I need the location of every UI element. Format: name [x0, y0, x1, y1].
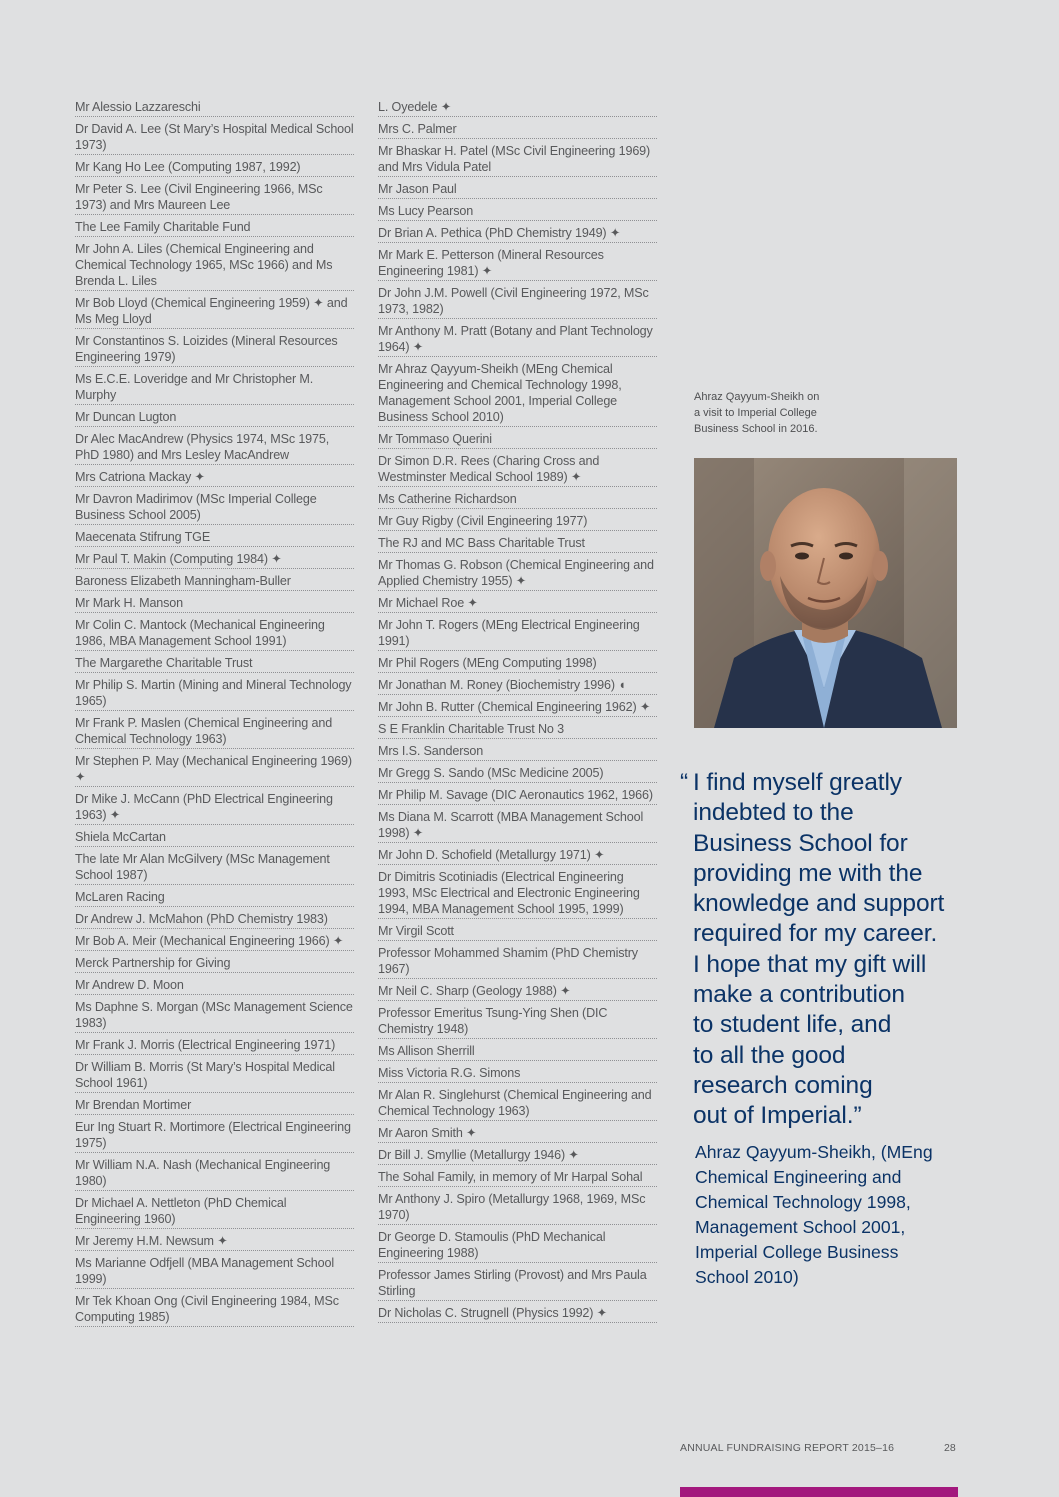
- donor-entry: The Lee Family Charitable Fund: [75, 219, 354, 237]
- donor-entry: Dr Alec MacAndrew (Physics 1974, MSc 1975, PhD 1980) and Mrs Lesley MacAndrew: [75, 431, 354, 465]
- quote-line: to all the good: [693, 1041, 846, 1069]
- donor-entry: Dr Brian A. Pethica (PhD Chemistry 1949) ✦: [378, 225, 657, 243]
- donor-entry: Mr Frank P. Maslen (Chemical Engineering and Chemical Technology 1963): [75, 715, 354, 749]
- donor-entry: Mr Guy Rigby (Civil Engineering 1977): [378, 513, 657, 531]
- donor-entry: Mr John B. Rutter (Chemical Engineering 1962) ✦: [378, 699, 657, 717]
- donor-entry: Ms E.C.E. Loveridge and Mr Christopher M. Murphy: [75, 371, 354, 405]
- donor-entry: Mr Kang Ho Lee (Computing 1987, 1992): [75, 159, 354, 177]
- donor-entry: Baroness Elizabeth Manningham-Buller: [75, 573, 354, 591]
- attribution-line: Chemical Engineering and: [695, 1167, 902, 1187]
- donor-entry: Mr Anthony J. Spiro (Metallurgy 1968, 1969, MSc 1970): [378, 1191, 657, 1225]
- donor-entry: Mr Paul T. Makin (Computing 1984) ✦: [75, 551, 354, 569]
- donor-entry: Mr Ahraz Qayyum-Sheikh (MEng Chemical Engineering and Chemical Technology 1998, Management School 2001, Imperial College Business School 2010): [378, 361, 657, 427]
- donor-entry: Merck Partnership for Giving: [75, 955, 354, 973]
- donor-entry: Mr Duncan Lugton: [75, 409, 354, 427]
- quote-line: required for my career.: [693, 920, 938, 948]
- donor-entry: Mrs Catriona Mackay ✦: [75, 469, 354, 487]
- pull-quote: [680, 768, 970, 1132]
- donor-entry: Mr Aaron Smith ✦: [378, 1125, 657, 1143]
- donor-entry: Mr Virgil Scott: [378, 923, 657, 941]
- donor-entry: Dr Andrew J. McMahon (PhD Chemistry 1983): [75, 911, 354, 929]
- attribution-line: Management School 2001,: [695, 1217, 906, 1237]
- donor-entry: Mr Alan R. Singlehurst (Chemical Engineering and Chemical Technology 1963): [378, 1087, 657, 1121]
- donor-entry: Mr Gregg S. Sando (MSc Medicine 2005): [378, 765, 657, 783]
- donor-entry: Dr Nicholas C. Strugnell (Physics 1992) ✦: [378, 1305, 657, 1323]
- donor-entry: Professor Emeritus Tsung-Ying Shen (DIC Chemistry 1948): [378, 1005, 657, 1039]
- donor-entry: Mr Bob A. Meir (Mechanical Engineering 1966) ✦: [75, 933, 354, 951]
- quote-line: Business School for: [693, 829, 908, 857]
- donor-entry: Ms Diana M. Scarrott (MBA Management School 1998) ✦: [378, 809, 657, 843]
- donor-entry: Mr Mark E. Petterson (Mineral Resources Engineering 1981) ✦: [378, 247, 657, 281]
- quote-line: providing me with the: [693, 859, 923, 887]
- donor-entry: Dr William B. Morris (St Mary’s Hospital Medical School 1961): [75, 1059, 354, 1093]
- donor-entry: Mr Thomas G. Robson (Chemical Engineering and Applied Chemistry 1955) ✦: [378, 557, 657, 591]
- donor-entry: Dr Bill J. Smyllie (Metallurgy 1946) ✦: [378, 1147, 657, 1165]
- donor-entry: Mr Andrew D. Moon: [75, 977, 354, 995]
- quote-line: I hope that my gift will: [693, 950, 927, 978]
- donor-entry: Mr Constantinos S. Loizides (Mineral Resources Engineering 1979): [75, 333, 354, 367]
- donor-entry: Mr Tommaso Querini: [378, 431, 657, 449]
- donor-entry: Mr Colin C. Mantock (Mechanical Engineering 1986, MBA Management School 1991): [75, 617, 354, 651]
- donor-entry: Mr John D. Schofield (Metallurgy 1971) ✦: [378, 847, 657, 865]
- donor-entry: Mrs C. Palmer: [378, 121, 657, 139]
- portrait-icon: [694, 458, 957, 728]
- donor-entry: Mr John T. Rogers (MEng Electrical Engineering 1991): [378, 617, 657, 651]
- donor-entry: Mr Bhaskar H. Patel (MSc Civil Engineering 1969) and Mrs Vidula Patel: [378, 143, 657, 177]
- quote-line: indebted to the: [693, 799, 854, 827]
- quote-line: make a contribution: [693, 981, 905, 1009]
- donor-entry: Miss Victoria R.G. Simons: [378, 1065, 657, 1083]
- donor-entry: Mr Anthony M. Pratt (Botany and Plant Technology 1964) ✦: [378, 323, 657, 357]
- donor-entry: Mr Michael Roe ✦: [378, 595, 657, 613]
- donor-entry: Mr John A. Liles (Chemical Engineering and Chemical Technology 1965, MSc 1966) and Ms Brenda L. Liles: [75, 241, 354, 291]
- quote-line: to student life, and: [693, 1011, 892, 1039]
- quote-line: knowledge and support: [693, 890, 945, 918]
- donor-entry: McLaren Racing: [75, 889, 354, 907]
- donor-entry: Mr William N.A. Nash (Mechanical Engineering 1980): [75, 1157, 354, 1191]
- donor-entry: Dr Simon D.R. Rees (Charing Cross and Westminster Medical School 1989) ✦: [378, 453, 657, 487]
- attribution-line: Ahraz Qayyum-Sheikh, (MEng: [695, 1142, 933, 1162]
- donor-entry: The Margarethe Charitable Trust: [75, 655, 354, 673]
- donor-entry: Ms Allison Sherrill: [378, 1043, 657, 1061]
- donor-entry: Mr Alessio Lazzareschi: [75, 99, 354, 117]
- attribution-line: School 2010): [695, 1267, 799, 1287]
- portrait-photo: [694, 458, 957, 728]
- accent-bar: [680, 1487, 958, 1497]
- quote-attribution: [695, 1140, 975, 1290]
- donor-entry: Mr Frank J. Morris (Electrical Engineering 1971): [75, 1037, 354, 1055]
- caption-line: Business School in 2016.: [694, 423, 818, 435]
- donor-entry: Professor James Stirling (Provost) and Mrs Paula Stirling: [378, 1267, 657, 1301]
- donor-entry: Dr George D. Stamoulis (PhD Mechanical Engineering 1988): [378, 1229, 657, 1263]
- donor-entry: Mrs I.S. Sanderson: [378, 743, 657, 761]
- donor-entry: Mr Jeremy H.M. Newsum ✦: [75, 1233, 354, 1251]
- page-number: 28: [944, 1442, 956, 1454]
- donor-entry: Eur Ing Stuart R. Mortimore (Electrical Engineering 1975): [75, 1119, 354, 1153]
- quote-line: out of Imperial.”: [693, 1102, 862, 1130]
- quote-open-mark: “: [680, 769, 689, 796]
- donor-entry: Mr Davron Madirimov (MSc Imperial College Business School 2005): [75, 491, 354, 525]
- donor-entry: Maecenata Stifrung TGE: [75, 529, 354, 547]
- donor-entry: Dr David A. Lee (St Mary’s Hospital Medical School 1973): [75, 121, 354, 155]
- donor-entry: Mr Tek Khoan Ong (Civil Engineering 1984, MSc Computing 1985): [75, 1293, 354, 1327]
- caption-line: Ahraz Qayyum-Sheikh on: [694, 391, 820, 403]
- donor-list-column-1: [75, 99, 354, 1331]
- quote-line: I find myself greatly: [693, 769, 902, 796]
- donor-entry: Professor Mohammed Shamim (PhD Chemistry 1967): [378, 945, 657, 979]
- donor-entry: Mr Neil C. Sharp (Geology 1988) ✦: [378, 983, 657, 1001]
- donor-entry: Mr Philip S. Martin (Mining and Mineral Technology 1965): [75, 677, 354, 711]
- donor-entry: Ms Lucy Pearson: [378, 203, 657, 221]
- attribution-line: Chemical Technology 1998,: [695, 1192, 911, 1212]
- donor-entry: Mr Peter S. Lee (Civil Engineering 1966, MSc 1973) and Mrs Maureen Lee: [75, 181, 354, 215]
- donor-entry: Ms Marianne Odfjell (MBA Management School 1999): [75, 1255, 354, 1289]
- report-title: ANNUAL FUNDRAISING REPORT 2015–16: [680, 1442, 895, 1454]
- donor-entry: Mr Philip M. Savage (DIC Aeronautics 1962, 1966): [378, 787, 657, 805]
- donor-entry: Ms Catherine Richardson: [378, 491, 657, 509]
- donor-entry: Mr Brendan Mortimer: [75, 1097, 354, 1115]
- donor-entry: Mr Bob Lloyd (Chemical Engineering 1959) ✦ and Ms Meg Lloyd: [75, 295, 354, 329]
- donor-entry: The RJ and MC Bass Charitable Trust: [378, 535, 657, 553]
- photo-caption: [694, 389, 844, 437]
- donor-list-column-2: [378, 99, 657, 1327]
- donor-entry: S E Franklin Charitable Trust No 3: [378, 721, 657, 739]
- donor-entry: Mr Stephen P. May (Mechanical Engineering 1969) ✦: [75, 753, 354, 787]
- donor-entry: Ms Daphne S. Morgan (MSc Management Science 1983): [75, 999, 354, 1033]
- donor-entry: Dr Mike J. McCann (PhD Electrical Engineering 1963) ✦: [75, 791, 354, 825]
- donor-entry: Mr Phil Rogers (MEng Computing 1998): [378, 655, 657, 673]
- donor-entry: Shiela McCartan: [75, 829, 354, 847]
- donor-entry: The Sohal Family, in memory of Mr Harpal Sohal: [378, 1169, 657, 1187]
- donor-entry: Mr Jonathan M. Roney (Biochemistry 1996) ◖: [378, 677, 657, 695]
- donor-entry: Dr John J.M. Powell (Civil Engineering 1972, MSc 1973, 1982): [378, 285, 657, 319]
- quote-line: research coming: [693, 1071, 873, 1099]
- donor-entry: Dr Dimitris Scotiniadis (Electrical Engineering 1993, MSc Electrical and Electronic Engineering 1994, MBA Management School 1995, 1999): [378, 869, 657, 919]
- attribution-line: Imperial College Business: [695, 1242, 899, 1262]
- donor-entry: Mr Mark H. Manson: [75, 595, 354, 613]
- donor-entry: The late Mr Alan McGilvery (MSc Management School 1987): [75, 851, 354, 885]
- donor-entry: L. Oyedele ✦: [378, 99, 657, 117]
- donor-entry: Mr Jason Paul: [378, 181, 657, 199]
- caption-line: a visit to Imperial College: [694, 407, 817, 419]
- donor-entry: Dr Michael A. Nettleton (PhD Chemical Engineering 1960): [75, 1195, 354, 1229]
